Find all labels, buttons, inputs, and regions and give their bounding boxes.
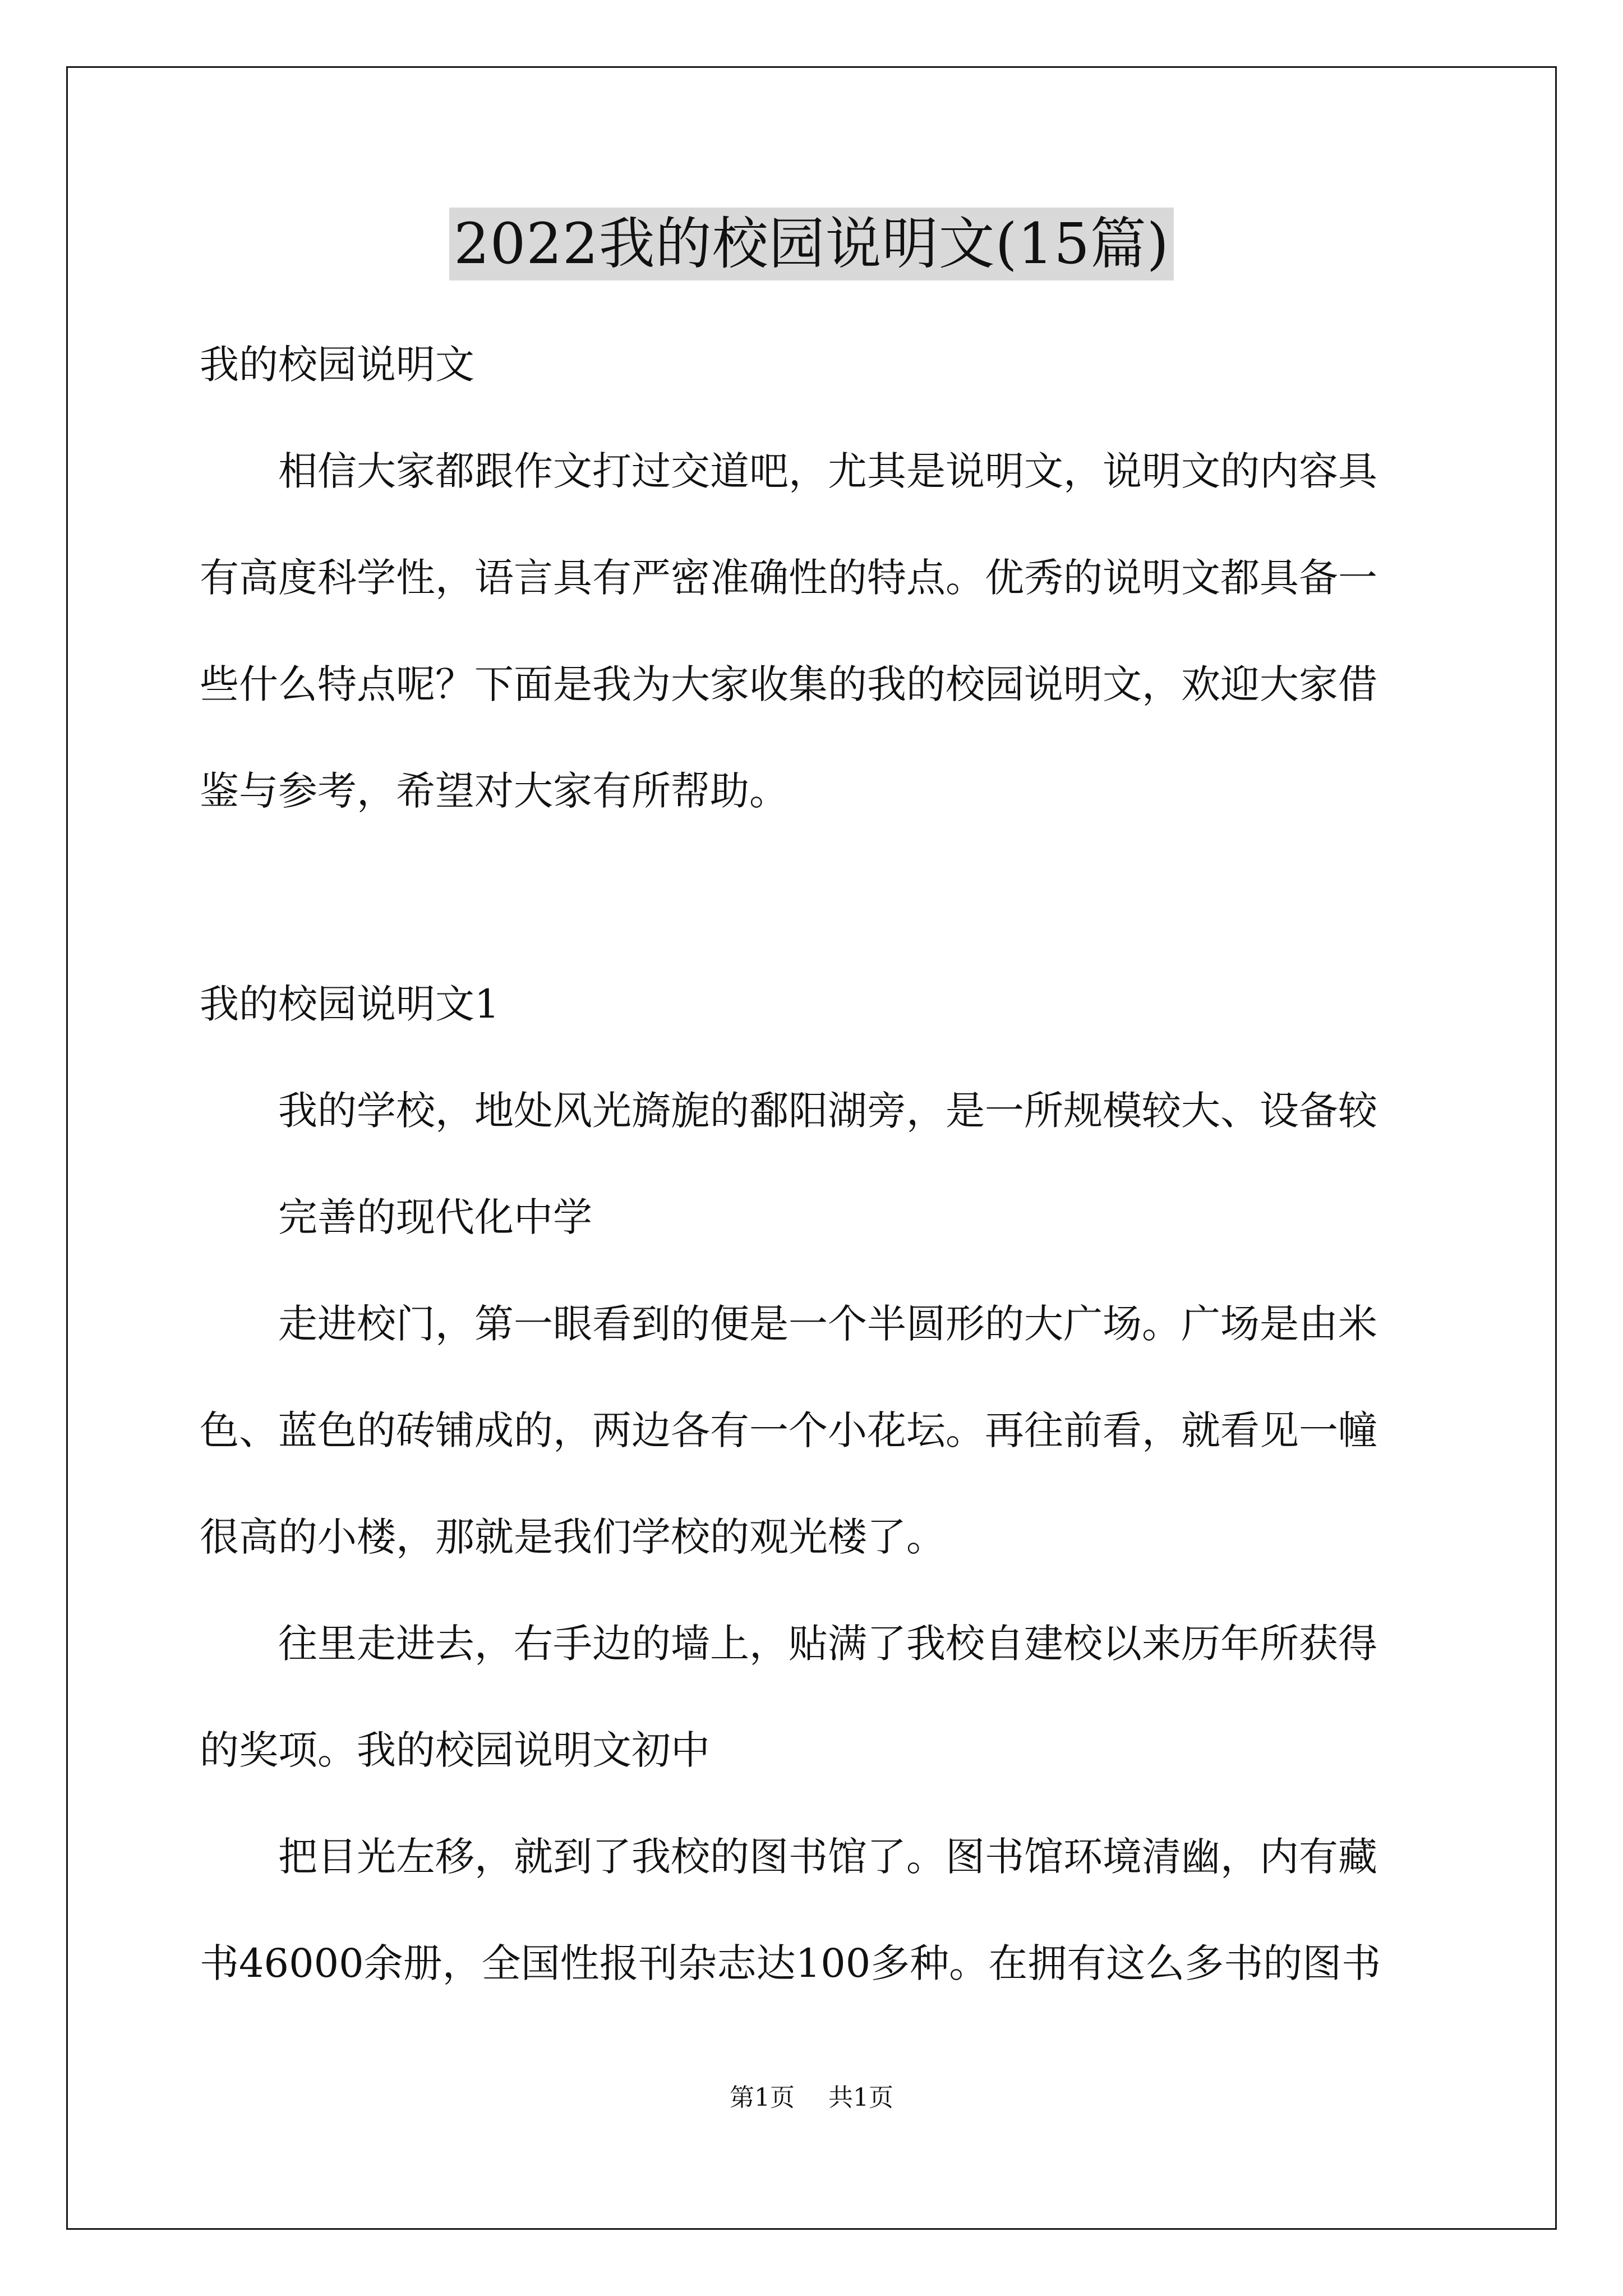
paragraph-line: 完善的现代化中学 xyxy=(278,1194,592,1240)
paragraph-spacer xyxy=(200,844,1428,951)
intro-line: 鉴与参考，希望对大家有所帮助。 xyxy=(200,768,789,814)
page-footer xyxy=(0,2081,1623,2115)
page-number-total: 共1页 xyxy=(828,2083,893,2112)
paragraph-line: 走进校门，第一眼看到的便是一个半圆形的大广场。广场是由米 xyxy=(278,1301,1377,1347)
page-number-current: 第1页 xyxy=(730,2083,795,2112)
paragraph-line: 书46000余册，全国性报刊杂志达100多种。在拥有这么多书的图书 xyxy=(200,1940,1381,1986)
title-container xyxy=(0,208,1623,280)
paragraph-line: 把目光左移，就到了我校的图书馆了。图书馆环境清幽，内有藏 xyxy=(278,1834,1377,1880)
paragraph-line: 色、蓝色的砖铺成的，两边各有一个小花坛。再往前看，就看见一幢 xyxy=(200,1407,1377,1453)
document-title: 2022我的校园说明文(15篇) xyxy=(449,208,1174,280)
paragraph-line: 的奖项。我的校园说明文初中 xyxy=(200,1727,710,1773)
section-heading: 我的校园说明文 xyxy=(200,342,474,388)
paragraph-line: 往里走进去，右手边的墙上，贴满了我校自建校以来历年所获得 xyxy=(278,1621,1377,1667)
document-body xyxy=(200,311,1428,2017)
intro-line: 有高度科学性，语言具有严密准确性的特点。优秀的说明文都具备一 xyxy=(200,555,1377,601)
essay-heading: 我的校园说明文1 xyxy=(200,981,500,1027)
paragraph-line: 我的学校，地处风光旖旎的鄱阳湖旁，是一所规模较大、设备较 xyxy=(278,1088,1377,1134)
intro-line: 相信大家都跟作文打过交道吧，尤其是说明文，说明文的内容具 xyxy=(278,448,1377,494)
intro-line: 些什么特点呢？下面是我为大家收集的我的校园说明文，欢迎大家借 xyxy=(200,661,1377,707)
paragraph-line: 很高的小楼，那就是我们学校的观光楼了。 xyxy=(200,1514,946,1560)
